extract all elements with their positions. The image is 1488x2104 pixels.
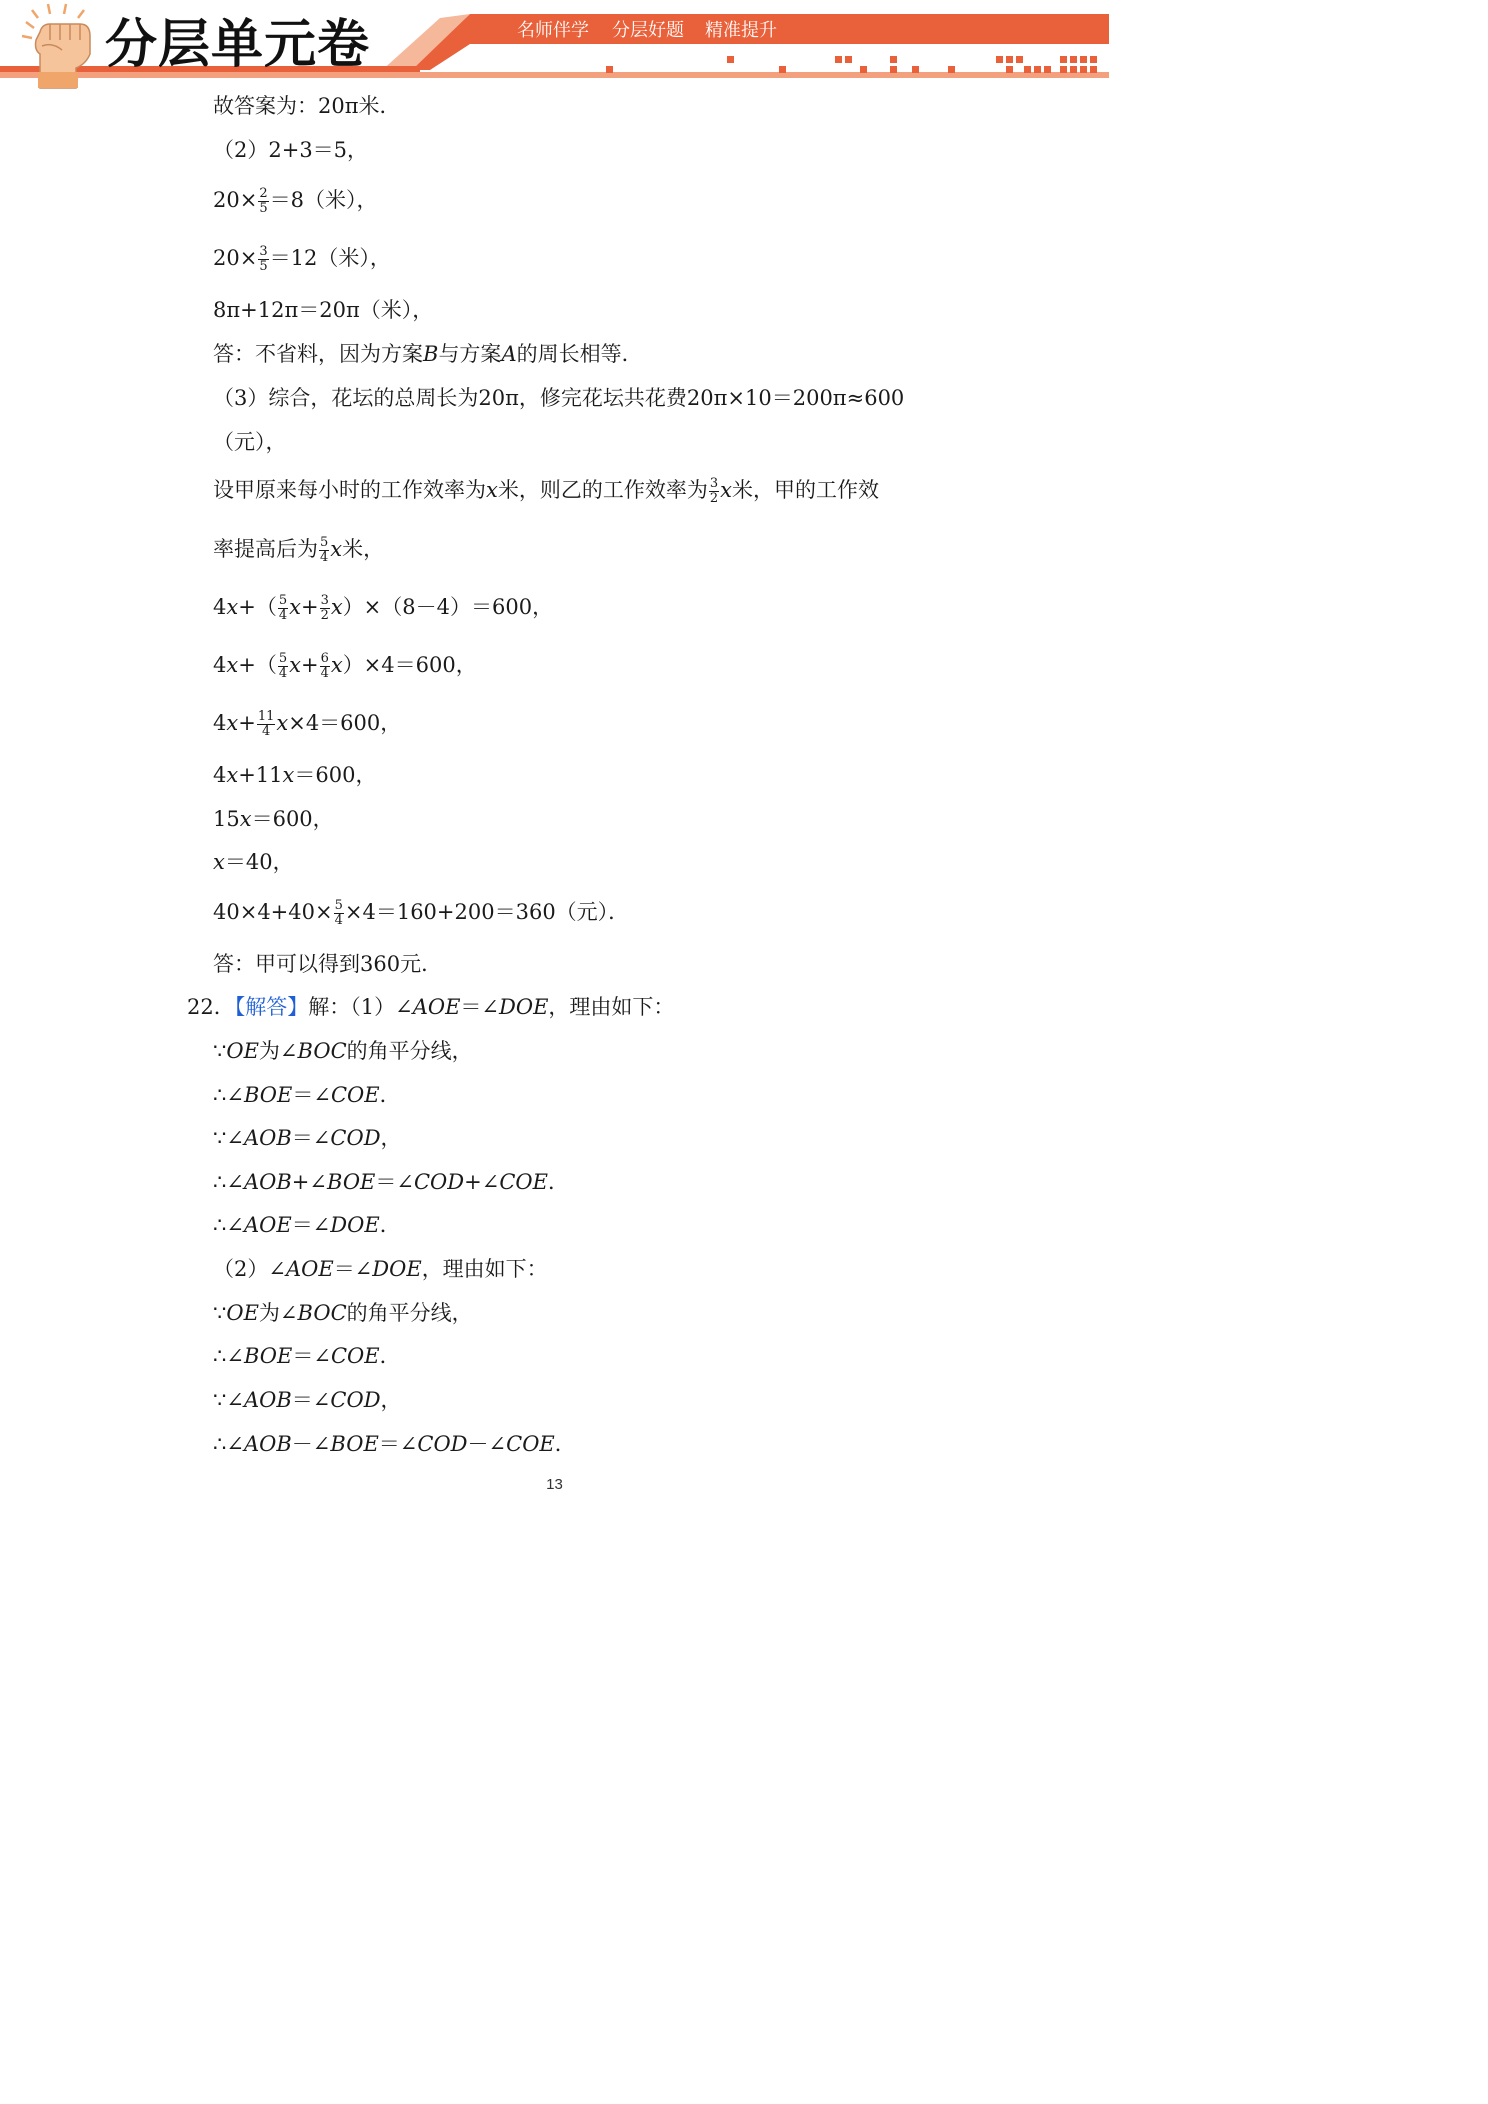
question-number: 22． (187, 995, 235, 1019)
line-equation-4: 4x+11x＝600， (213, 763, 377, 787)
proof-line: ∴∠BOE＝∠COE． (213, 1083, 401, 1107)
proof-line: ∵OE为∠BOC的角平分线， (213, 1039, 473, 1063)
brand-title: 分层单元卷 (105, 15, 371, 75)
proof-line: （2）∠AOE＝∠DOE，理由如下： (213, 1257, 548, 1281)
fraction: $\frac{5}{4}$ (334, 898, 343, 928)
proof-line: ∴∠AOE＝∠DOE． (213, 1213, 401, 1237)
line-improved-efficiency: 率提高后为 $\frac{5}{4}$ x米， (213, 535, 385, 565)
line-part3-yuan: （元）， (213, 430, 287, 454)
tagline-2: 分层好题 (612, 20, 684, 41)
page-number: 13 (546, 1476, 563, 1493)
line-set-efficiency: 设甲原来每小时的工作效率为x米，则乙的工作效率为 $\frac{3}{2}$ x米，甲的工作效 (213, 476, 879, 506)
line-perimeter-sum: 8π+12π＝20π（米）， (213, 298, 434, 322)
proof-line: ∵OE为∠BOC的角平分线， (213, 1301, 473, 1325)
tagline-3: 精准提升 (705, 20, 777, 41)
fraction: $\frac{5}{4}$ (278, 593, 288, 623)
proof-line: ∴∠AOB+∠BOE＝∠COD+∠COE． (213, 1170, 569, 1194)
line-earnings-calc: 40×4+40× $\frac{5}{4}$ ×4＝160+200＝360（元）． (213, 898, 630, 928)
line-equation-5: 15x＝600， (213, 807, 334, 831)
line-solution-x: x＝40， (213, 850, 294, 874)
proof-line: ∵∠AOB＝∠COD， (213, 1126, 402, 1150)
fraction: $\frac{6}{4}$ (320, 651, 329, 681)
tagline-1: 名师伴学 (517, 20, 589, 41)
line-q22-header: 22．【解答】解：（1）∠AOE＝∠DOE，理由如下： (187, 995, 675, 1019)
fraction: $\frac{5}{4}$ (278, 651, 288, 681)
fraction: $\frac{2}{5}$ (259, 186, 268, 216)
solution-tag: 【解答】 (234, 995, 309, 1019)
line-calc-12m: 20× $\frac{3}{5}$ ＝12（米）， (213, 244, 391, 274)
line-calc-8m: 20× $\frac{2}{5}$ ＝8（米）， (213, 186, 378, 216)
line-part3-total: （3）综合，花坛的总周长为20π，修完花坛共花费20π×10＝200π≈600 (213, 386, 905, 410)
line-equation-3: 4x+ $\frac{11}{4}$ x×4＝600， (213, 709, 402, 739)
line-answer-not-saving: 答：不省料，因为方案B与方案A的周长相等． (213, 342, 643, 366)
page-header (0, 0, 1109, 95)
line-equation-2: 4x+（ $\frac{5}{4}$ x+ $\frac{6}{4}$ x）×4＝600， (213, 651, 477, 681)
proof-line: ∵∠AOB＝∠COD， (213, 1388, 402, 1412)
proof-line: ∴∠AOB－∠BOE＝∠COD－∠COE． (213, 1432, 576, 1456)
fraction: $\frac{11}{4}$ (257, 709, 275, 739)
fraction: $\frac{3}{5}$ (259, 244, 268, 274)
line-answer-360: 答：甲可以得到360元． (213, 952, 443, 976)
line-answer-20pi: 故答案为：20π米． (213, 94, 401, 118)
fraction: $\frac{3}{2}$ (320, 593, 329, 623)
line-equation-1: 4x+（ $\frac{5}{4}$ x+ $\frac{3}{2}$ x）×（8－4）＝600， (213, 593, 554, 623)
fraction: $\frac{5}{4}$ (320, 535, 329, 565)
fraction: $\frac{3}{2}$ (709, 476, 719, 506)
proof-line: ∴∠BOE＝∠COE． (213, 1344, 401, 1368)
line-part2-sum: （2）2+3＝5， (213, 138, 369, 162)
